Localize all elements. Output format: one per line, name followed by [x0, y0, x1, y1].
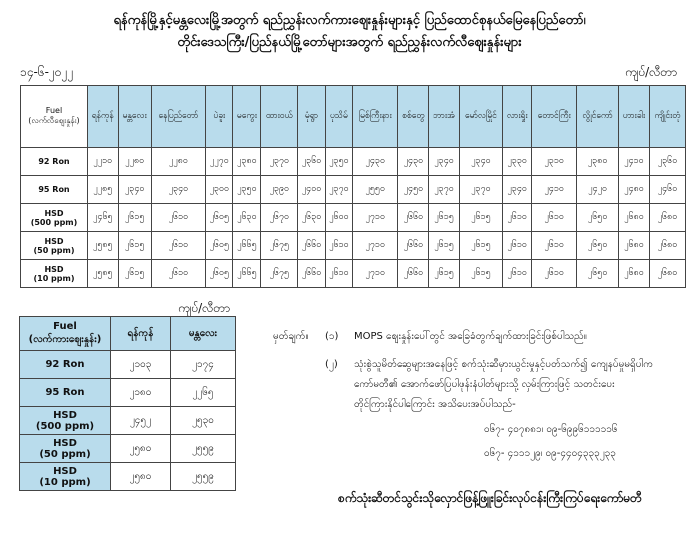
retail-fuel-cell: [21, 260, 88, 288]
retail-fuel-cell: [21, 176, 88, 204]
retail-price-cell: ၂၆၈၀: [649, 260, 685, 288]
retail-price-cell: ၂၆၀၅: [206, 232, 233, 260]
retail-city-header: ကျိုင်းတုံ: [649, 86, 685, 148]
retail-price-cell: ၂၃၄၀: [503, 176, 532, 204]
wholesale-fuel-name: HSD: [53, 465, 77, 477]
wholesale-price-cell: ၂၄၅၂: [111, 407, 171, 435]
wholesale-city-header: ရန်ကုန်: [111, 317, 171, 351]
retail-price-cell: ၂၆၅၀: [577, 232, 619, 260]
retail-fuel-grade: (10 ppm): [33, 273, 75, 283]
retail-price-cell: ၂၃၅၀: [325, 148, 352, 176]
retail-city-header: စစ်တွေ: [398, 86, 429, 148]
retail-price-cell: ၂၃၁၀: [532, 148, 577, 176]
retail-price-cell: ၂၃၄၀: [459, 148, 503, 176]
wholesale-fuel-name: HSD: [53, 437, 77, 449]
retail-city-header: မြစ်ကြီးနား: [353, 86, 398, 148]
retail-price-cell: ၂၆၀၅: [206, 260, 233, 288]
retail-price-cell: ၂၆၁၀: [503, 260, 532, 288]
retail-price-cell: ၂၆၆၀: [398, 204, 429, 232]
retail-price-cell: ၂၃၅၀: [233, 176, 261, 204]
retail-fuel-cell: [21, 204, 88, 232]
retail-table-row: [21, 176, 686, 204]
retail-city-header: ရန်ကုန်: [88, 86, 119, 148]
retail-price-cell: ၂၃၈၀: [233, 148, 261, 176]
retail-price-cell: ၂၆၈၀: [618, 232, 649, 260]
retail-price-cell: ၂၄၂၀: [577, 176, 619, 204]
retail-price-cell: ၂၃၇၀: [429, 176, 459, 204]
retail-price-cell: ၂၂၇၀: [206, 148, 233, 176]
retail-price-cell: ၂၃၄၀: [118, 176, 151, 204]
wholesale-fuel-cell: [20, 463, 111, 491]
retail-price-cell: ၂၆၇၅: [261, 232, 298, 260]
retail-price-cell: ၂၆၁၀: [151, 232, 205, 260]
retail-price-cell: ၂၅၅၀: [353, 176, 398, 204]
retail-price-cell: ၂၆၁၀: [532, 260, 577, 288]
wholesale-fuel-name: 95 Ron: [45, 387, 85, 398]
retail-price-cell: ၂၆၁၀: [532, 204, 577, 232]
wholesale-fuel-grade: (50 ppm): [39, 448, 91, 460]
wholesale-price-cell: ၂၅၅၉: [170, 463, 235, 491]
note2-number: (၂): [325, 359, 338, 370]
retail-price-cell: ၂၆၁၀: [325, 260, 352, 288]
retail-price-cell: ၂၆၁၀: [503, 232, 532, 260]
retail-price-cell: ၂၆၁၀: [151, 260, 205, 288]
retail-price-cell: ၂၄၆၅: [88, 204, 119, 232]
retail-price-cell: ၂၃၇၀: [325, 176, 352, 204]
wholesale-price-cell: ၂၅၈၀: [111, 435, 171, 463]
note2-line1: သုံးစွဲသူမိတ်ဆွေများအနေဖြင့် စက်သုံးဆီမှားယွင်းမှုနှင့်ပတ်သက်၍ ကျေနပ်မှုမရှိပါက: [354, 359, 653, 370]
retail-price-cell: ၂၆၁၀: [503, 204, 532, 232]
retail-fuel-name: HSD: [44, 264, 64, 274]
notes-label: မှတ်ချက်။: [273, 331, 309, 342]
retail-fuel-header-line1: Fuel: [45, 106, 63, 115]
retail-price-cell: ၂၆၆၀: [298, 232, 325, 260]
retail-price-cell: ၂၆၆၀: [398, 260, 429, 288]
retail-city-header: ဟားခါး: [618, 86, 649, 148]
retail-price-cell: ၂၂၁၀: [88, 148, 119, 176]
retail-price-cell: ၂၆၆၀: [398, 232, 429, 260]
retail-price-cell: ၂၆၁၅: [459, 204, 503, 232]
retail-price-cell: ၂၃၆၀: [298, 148, 325, 176]
retail-price-cell: ၂၇၁၀: [353, 232, 398, 260]
retail-price-cell: ၂၄၆၀: [649, 176, 685, 204]
retail-table-row: [21, 232, 686, 260]
wholesale-table-row: [20, 379, 236, 407]
retail-price-cell: ၂၇၁၀: [353, 260, 398, 288]
retail-price-cell: ၂၄၅၀: [398, 176, 429, 204]
retail-price-cell: ၂၇၁၀: [353, 204, 398, 232]
retail-table-row: [21, 204, 686, 232]
retail-city-header: တောင်ကြီး: [532, 86, 577, 148]
retail-price-cell: ၂၆၁၅: [118, 232, 151, 260]
note2-line3: တိုင်ကြားနိုင်ပါကြောင်း အသိပေးအပ်ပါသည်-: [354, 399, 516, 410]
note1-text: MOPS ဈေးနှုန်းပေါ်တွင် အခြေခံတွက်ချက်ထားခြင်းဖြစ်ပါသည်။: [354, 331, 587, 342]
retail-table-row: [21, 148, 686, 176]
retail-price-cell: ၂၄၁၀: [532, 176, 577, 204]
retail-price-cell: ၂၃၀၀: [206, 176, 233, 204]
wholesale-price-table: [19, 316, 236, 491]
retail-price-cell: ၂၄၃၀: [398, 148, 429, 176]
wholesale-price-cell: ၂၅၅၉: [170, 435, 235, 463]
retail-price-cell: ၂၃၄၀: [151, 176, 205, 204]
retail-fuel-grade: (500 ppm): [30, 217, 78, 227]
retail-city-header: ပဲခူး: [206, 86, 233, 148]
wholesale-fuel-name: HSD: [53, 409, 77, 421]
retail-price-cell: ၂၃၇၀: [261, 148, 298, 176]
committee-signature: စက်သုံးဆီတင်သွင်းသိုလှောင်ဖြန့်ဖြူးခြင်းလုပ်ငန်းကြီးကြပ်ရေးကော်မတီ: [338, 491, 642, 505]
wholesale-unit-label: ကျပ်/လီတာ: [178, 301, 231, 315]
retail-table-header-row: [21, 86, 686, 148]
retail-city-header: မော်လမြိုင်: [459, 86, 503, 148]
retail-city-header: နေပြည်တော်: [151, 86, 205, 148]
retail-price-cell: ၂၄၀၀: [298, 176, 325, 204]
retail-price-cell: ၂၆၆၅: [233, 260, 261, 288]
document-title-line1: ရန်ကုန်မြို့နှင့်မန္တလေးမြို့အတွက် ရည်ညွှန်းလက်ကားဈေးနှုန်းများနှင့် ပြည်ထောင်စုနယ်မြေနေပြည်တော်၊: [113, 13, 586, 28]
retail-price-cell: ၂၆၁၅: [429, 232, 459, 260]
wholesale-table-header-row: [20, 317, 236, 351]
wholesale-table-row: [20, 435, 236, 463]
retail-fuel-cell: [21, 148, 88, 176]
wholesale-fuel-header-line2: (လက်ကားဈေးနှုန်း): [28, 333, 102, 345]
retail-price-cell: ၂၃၇၀: [459, 176, 503, 204]
retail-price-cell: ၂၆၇၅: [261, 260, 298, 288]
retail-fuel-name: HSD: [44, 208, 64, 218]
wholesale-price-cell: ၂၅၃၀: [170, 407, 235, 435]
wholesale-price-cell: ၂၁၈၀: [111, 379, 171, 407]
retail-price-cell: ၂၃၉၀: [261, 176, 298, 204]
wholesale-price-cell: ၂၁၇၄: [170, 351, 235, 379]
retail-price-cell: ၂၆၁၅: [429, 204, 459, 232]
wholesale-fuel-header-line1: Fuel: [53, 320, 77, 332]
wholesale-fuel-grade: (10 ppm): [39, 476, 91, 488]
retail-city-header: လွိုင်ကော်: [577, 86, 619, 148]
retail-price-cell: ၂၆၁၅: [459, 232, 503, 260]
wholesale-fuel-cell: [20, 435, 111, 463]
wholesale-fuel-cell: [20, 379, 111, 407]
retail-fuel-header-line2: (လက်လီဈေးနှုန်း): [28, 116, 80, 125]
retail-price-cell: ၂၆၈၀: [649, 204, 685, 232]
retail-price-cell: ၂၆၈၀: [649, 232, 685, 260]
retail-price-cell: ၂၃၆၀: [649, 148, 685, 176]
wholesale-fuel-header: [20, 317, 111, 351]
phone-line1: ၀၆၇- ၄၀၇၈၈၁၊ ၀၉-၆၉၉၆၁၁၁၁၁၆: [484, 424, 618, 435]
retail-city-header: မကွေး: [233, 86, 261, 148]
retail-price-cell: ၂၆၈၀: [618, 204, 649, 232]
retail-fuel-name: HSD: [44, 236, 64, 246]
retail-price-cell: ၂၄၈၀: [618, 176, 649, 204]
retail-fuel-cell: [21, 232, 88, 260]
document-title-line2: တိုင်းဒေသကြီး/ပြည်နယ်မြို့တော်များအတွက် ရည်ညွှန်းလက်လီဈေးနှုန်းများ: [177, 35, 522, 50]
retail-price-cell: ၂၆၃၀: [298, 204, 325, 232]
wholesale-fuel-cell: [20, 407, 111, 435]
retail-price-cell: ၂၆၁၀: [325, 232, 352, 260]
wholesale-table-row: [20, 407, 236, 435]
retail-city-header: ပုသိမ်: [325, 86, 352, 148]
retail-price-cell: ၂၃၃၀: [503, 148, 532, 176]
retail-price-cell: ၂၆၀၅: [206, 204, 233, 232]
retail-unit-label: ကျပ်/လီတာ: [625, 65, 678, 79]
retail-price-cell: ၂၆၀၀: [325, 204, 352, 232]
retail-price-cell: ၂၂၈၀: [118, 148, 151, 176]
document-date: ၁၄-၆-၂၀၂၂: [20, 65, 74, 79]
retail-fuel-name: 92 Ron: [38, 157, 70, 166]
retail-price-cell: ၂၂၈၀: [151, 148, 205, 176]
retail-fuel-name: 95 Ron: [38, 185, 70, 194]
wholesale-fuel-grade: (500 ppm): [35, 420, 95, 432]
retail-price-cell: ၂၂၈၅: [88, 176, 119, 204]
retail-fuel-grade: (50 ppm): [33, 245, 75, 255]
retail-price-cell: ၂၅၈၅: [88, 232, 119, 260]
note2-line2: ကော်မတီ၏ အောက်ဖော်ပြပါဖုန်းနံပါတ်များသို့ လှမ်းကြားဖြင့် သတင်းပေး: [354, 379, 615, 390]
wholesale-price-cell: ၂၅၈၀: [111, 463, 171, 491]
retail-price-cell: ၂၆၁၀: [532, 232, 577, 260]
retail-price-cell: ၂၃၈၀: [577, 148, 619, 176]
retail-city-header: ဘားအံ: [429, 86, 459, 148]
retail-price-cell: ၂၆၁၅: [118, 204, 151, 232]
retail-price-cell: ၂၆၁၅: [118, 260, 151, 288]
retail-price-cell: ၂၃၄၀: [429, 148, 459, 176]
wholesale-price-cell: ၂၁၀၃: [111, 351, 171, 379]
retail-price-cell: ၂၆၆၀: [298, 260, 325, 288]
wholesale-fuel-cell: [20, 351, 111, 379]
retail-city-header: မုံရွာ: [298, 86, 325, 148]
retail-fuel-header: [21, 86, 88, 148]
retail-table-row: [21, 260, 686, 288]
retail-price-cell: ၂၆၁၅: [429, 260, 459, 288]
retail-price-cell: ၂၆၃၀: [233, 204, 261, 232]
wholesale-fuel-name: 92 Ron: [45, 359, 85, 370]
retail-price-cell: ၂၆၇၀: [261, 204, 298, 232]
wholesale-price-cell: ၂၂၆၅: [170, 379, 235, 407]
retail-price-cell: ၂၆၅၀: [577, 204, 619, 232]
retail-price-cell: ၂၅၈၅: [88, 260, 119, 288]
phone-line2: ၀၆၇- ၄၁၁၁၂၉၊ ၀၉-၄၄၀၄၃၃၃၂၃၃: [484, 448, 616, 459]
retail-price-cell: ၂၆၈၀: [618, 260, 649, 288]
retail-price-cell: ၂၆၁၅: [459, 260, 503, 288]
retail-city-header: ထားဝယ်: [261, 86, 298, 148]
retail-price-cell: ၂၄၃၀: [353, 148, 398, 176]
retail-city-header: လားရှိုး: [503, 86, 532, 148]
retail-price-cell: ၂၆၅၀: [577, 260, 619, 288]
retail-price-table: [20, 85, 686, 288]
retail-city-header: မန္တလေး: [118, 86, 151, 148]
retail-price-cell: ၂၄၁၀: [618, 148, 649, 176]
wholesale-city-header: မန္တလေး: [170, 317, 235, 351]
note1-number: (၁): [325, 331, 339, 342]
retail-price-cell: ၂၆၆၅: [233, 232, 261, 260]
wholesale-table-row: [20, 351, 236, 379]
retail-price-cell: ၂၆၁၀: [151, 204, 205, 232]
wholesale-table-row: [20, 463, 236, 491]
